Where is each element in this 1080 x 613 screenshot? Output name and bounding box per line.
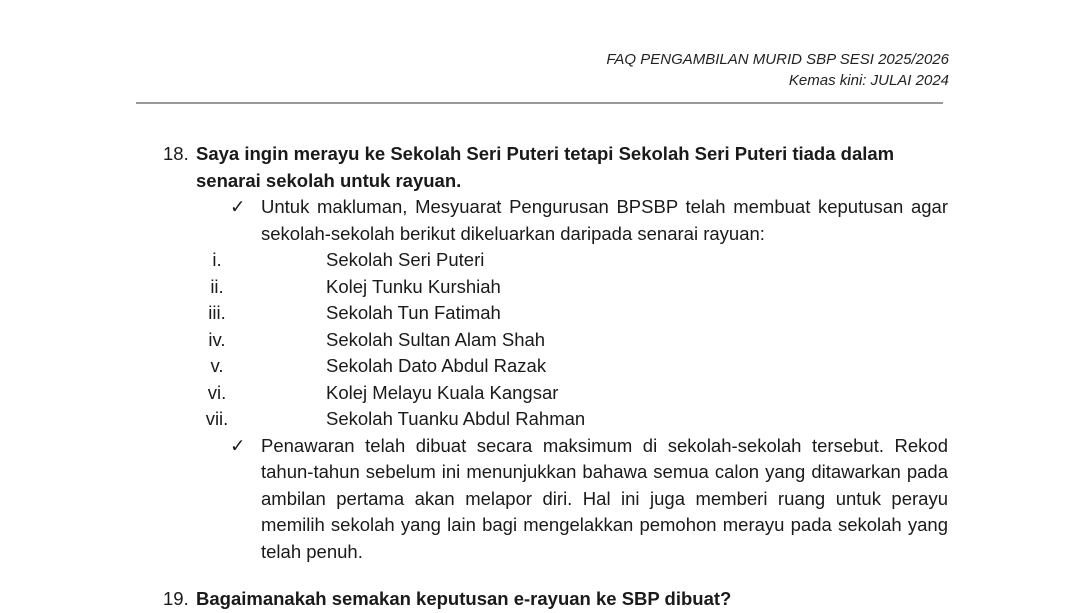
list-number: ii. (210, 275, 224, 297)
list-item (205, 406, 948, 433)
page-header (606, 49, 949, 91)
answer-text-2: Penawaran telah dibuat secara maksimum di sekolah-sekolah tersebut. Rekod tahun-tahun sebelum ini menunjukkan bahawa semua calon yang ditawarkan pada ambilan pertama akan melapor diri. Hal ini juga memberi ruang untuk perayu memilih sekolah yang lain bagi mengelakkan pemohon merayu pada sekolah yang telah penuh. (261, 434, 948, 562)
question-number: 19. (163, 588, 189, 609)
list-number: v. (210, 355, 224, 376)
header-title: FAQ PENGAMBILAN MURID SBP SESI 2025/2026 (606, 51, 949, 68)
question-number: 18. (163, 143, 189, 164)
answer-text-1: Untuk makluman, Mesyuarat Pengurusan BPSBP telah membuat keputusan agar sekolah-sekolah berikut dikeluarkan daripada senarai rayuan: (261, 196, 948, 244)
question-text: Saya ingin merayu ke Sekolah Seri Puteri tetapi Sekolah Seri Puteri tiada dalam senarai sekolah untuk rayuan. (196, 143, 895, 191)
list-item (210, 353, 948, 380)
school-name: Kolej Melayu Kuala Kangsar (326, 381, 559, 403)
school-name: Sekolah Tun Fatimah (326, 302, 501, 323)
answer-point-2 (230, 433, 948, 566)
check-icon: ✓ (230, 196, 246, 217)
header-divider (136, 102, 943, 104)
list-item (212, 247, 948, 274)
list-number: iii. (208, 302, 226, 323)
question-text: Bagaimanakah semakan keputusan e-rayuan ke SBP dibuat? (196, 588, 732, 609)
faq-question-19 (163, 586, 948, 613)
school-name: Sekolah Sultan Alam Shah (326, 328, 546, 350)
list-item (210, 274, 948, 301)
school-name: Sekolah Dato Abdul Razak (326, 355, 547, 376)
school-name: Kolej Tunku Kurshiah (326, 275, 501, 297)
list-number: iv. (208, 328, 226, 350)
list-number: vii. (205, 408, 229, 429)
check-icon: ✓ (230, 434, 246, 456)
header-updated: Kemas kini: JULAI 2024 (788, 72, 949, 89)
school-name: Sekolah Seri Puteri (326, 249, 485, 270)
list-item (208, 300, 948, 327)
faq-question-18 (163, 141, 948, 565)
list-item (207, 380, 948, 407)
school-name: Sekolah Tuanku Abdul Rahman (326, 408, 586, 429)
list-item (208, 327, 948, 354)
list-number: vi. (207, 381, 227, 403)
school-list (205, 247, 948, 433)
answer-point-1 (205, 194, 948, 433)
list-number: i. (212, 249, 222, 270)
